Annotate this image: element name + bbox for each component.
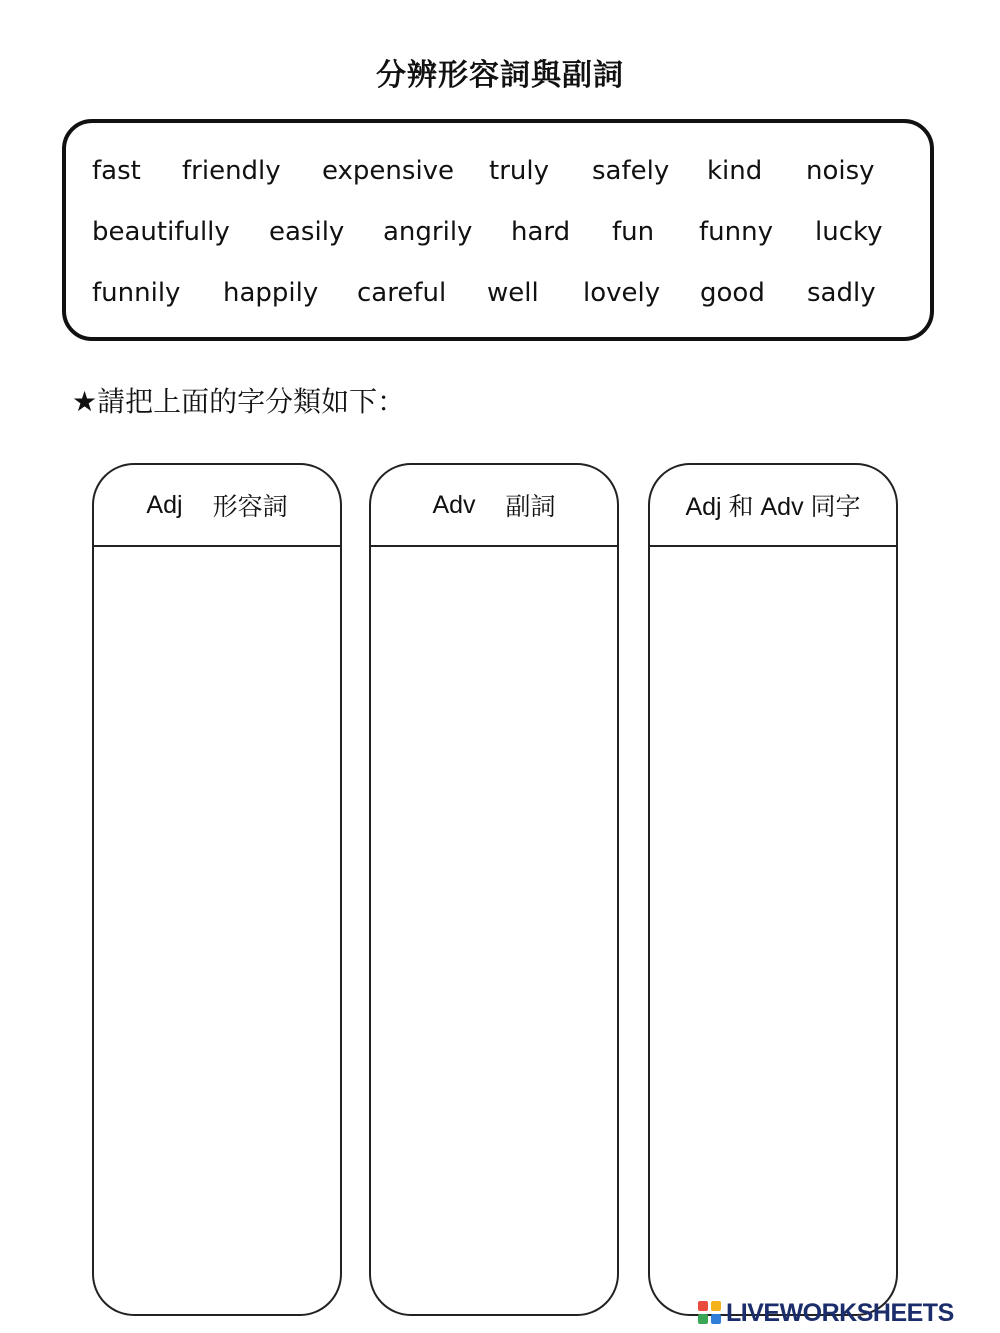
column-header	[371, 465, 617, 547]
both-drop-zone[interactable]	[650, 547, 896, 1314]
adverb-drop-zone[interactable]	[371, 547, 617, 1314]
word-chip[interactable]: good	[700, 278, 765, 308]
adjective-drop-zone[interactable]	[94, 547, 340, 1314]
word-chip[interactable]: sadly	[807, 278, 876, 308]
word-chip[interactable]: kind	[707, 156, 763, 186]
word-chip[interactable]: beautifully	[92, 217, 230, 247]
word-chip[interactable]: funnily	[92, 278, 181, 308]
word-chip[interactable]: careful	[357, 278, 447, 308]
word-chip[interactable]: funny	[699, 217, 773, 247]
word-chip[interactable]: safely	[592, 156, 670, 186]
column-header-zh: 形容詞	[212, 492, 288, 521]
column-header-en: Adj	[146, 490, 183, 519]
word-chip[interactable]: noisy	[806, 156, 875, 186]
column-both	[648, 463, 898, 1316]
word-chip[interactable]: lucky	[815, 217, 883, 247]
liveworksheets-logo	[698, 1298, 954, 1328]
column-adverb	[369, 463, 619, 1316]
column-header-en: Adv	[432, 490, 476, 519]
word-chip[interactable]: truly	[489, 156, 549, 186]
liveworksheets-logo-icon	[698, 1301, 722, 1325]
column-header-zh: 副詞	[505, 492, 556, 521]
column-adjective	[92, 463, 342, 1316]
word-chip[interactable]: lovely	[583, 278, 661, 308]
word-chip[interactable]: well	[487, 278, 539, 308]
word-chip[interactable]: happily	[223, 278, 319, 308]
word-chip[interactable]: easily	[269, 217, 345, 247]
word-chip[interactable]: fast	[92, 156, 141, 186]
instruction-text: ★請把上面的字分類如下：	[72, 385, 406, 418]
liveworksheets-wordmark: LIVEWORKSHEETS	[726, 1298, 954, 1327]
word-chip[interactable]: fun	[612, 217, 655, 247]
column-header	[94, 465, 340, 547]
page-title: 分辨形容詞與副詞	[376, 58, 624, 93]
word-chip[interactable]: angrily	[383, 217, 473, 247]
word-chip[interactable]: expensive	[322, 156, 455, 186]
word-bank	[62, 119, 934, 341]
word-chip[interactable]: hard	[511, 217, 571, 247]
column-header	[650, 465, 896, 547]
word-chip[interactable]: friendly	[182, 156, 281, 186]
column-header-en: Adj 和 Adv 同字	[685, 493, 861, 521]
